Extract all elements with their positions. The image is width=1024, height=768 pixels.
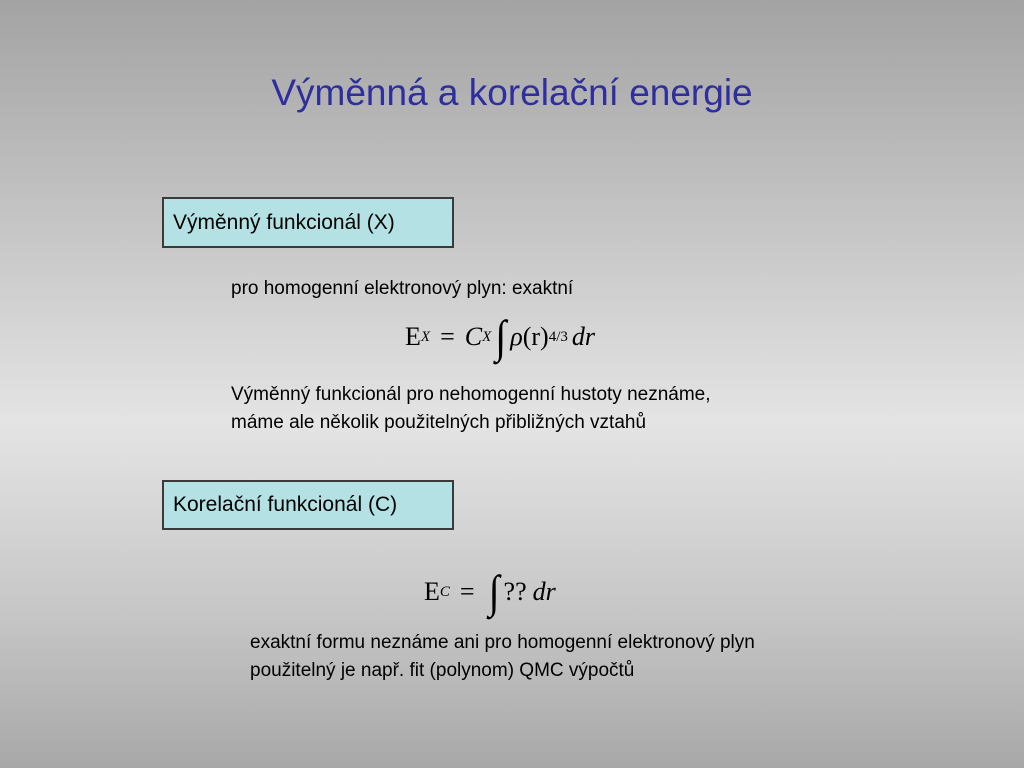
exchange-functional-box [162, 197, 454, 248]
formula-equals: = [459, 577, 475, 606]
exchange-note-line-2: máme ale několik použitelných přibližných vztahů [231, 412, 647, 433]
homogeneous-gas-text: pro homogenní elektronový plyn: exaktní [231, 278, 574, 299]
exchange-energy-formula: E X = C X ∫ ρ (r) 4/3 dr [405, 310, 595, 363]
formula-equals: = [440, 322, 455, 351]
formula-differential: dr [571, 322, 595, 351]
formula-argument: (r) [522, 322, 549, 351]
correlation-energy-formula: E C = ∫ ?? dr [424, 565, 556, 618]
integral-sign: ∫ [488, 565, 500, 618]
integral-sign: ∫ [495, 310, 507, 363]
formula-lhs-symbol: E [424, 577, 440, 606]
slide-title: Výměnná a korelační energie [271, 72, 753, 113]
formula-lhs-symbol: E [405, 322, 421, 351]
exchange-note-line-1: Výměnný funkcionál pro nehomogenní hustoty neznáme, [231, 384, 711, 405]
correlation-functional-label: Korelační funkcionál (C) [173, 493, 398, 516]
exchange-functional-label: Výměnný funkcionál (X) [173, 210, 395, 234]
correlation-note-line-2: použitelný je např. fit (polynom) QMC výpočtů [250, 660, 635, 681]
formula-unknown: ?? [503, 577, 527, 606]
formula-density: ρ [510, 322, 523, 351]
formula-differential: dr [532, 577, 556, 606]
formula-coefficient: C [464, 322, 483, 351]
correlation-functional-box [162, 480, 454, 530]
correlation-note-line-1: exaktní formu neznáme ani pro homogenní elektronový plyn [250, 632, 755, 653]
